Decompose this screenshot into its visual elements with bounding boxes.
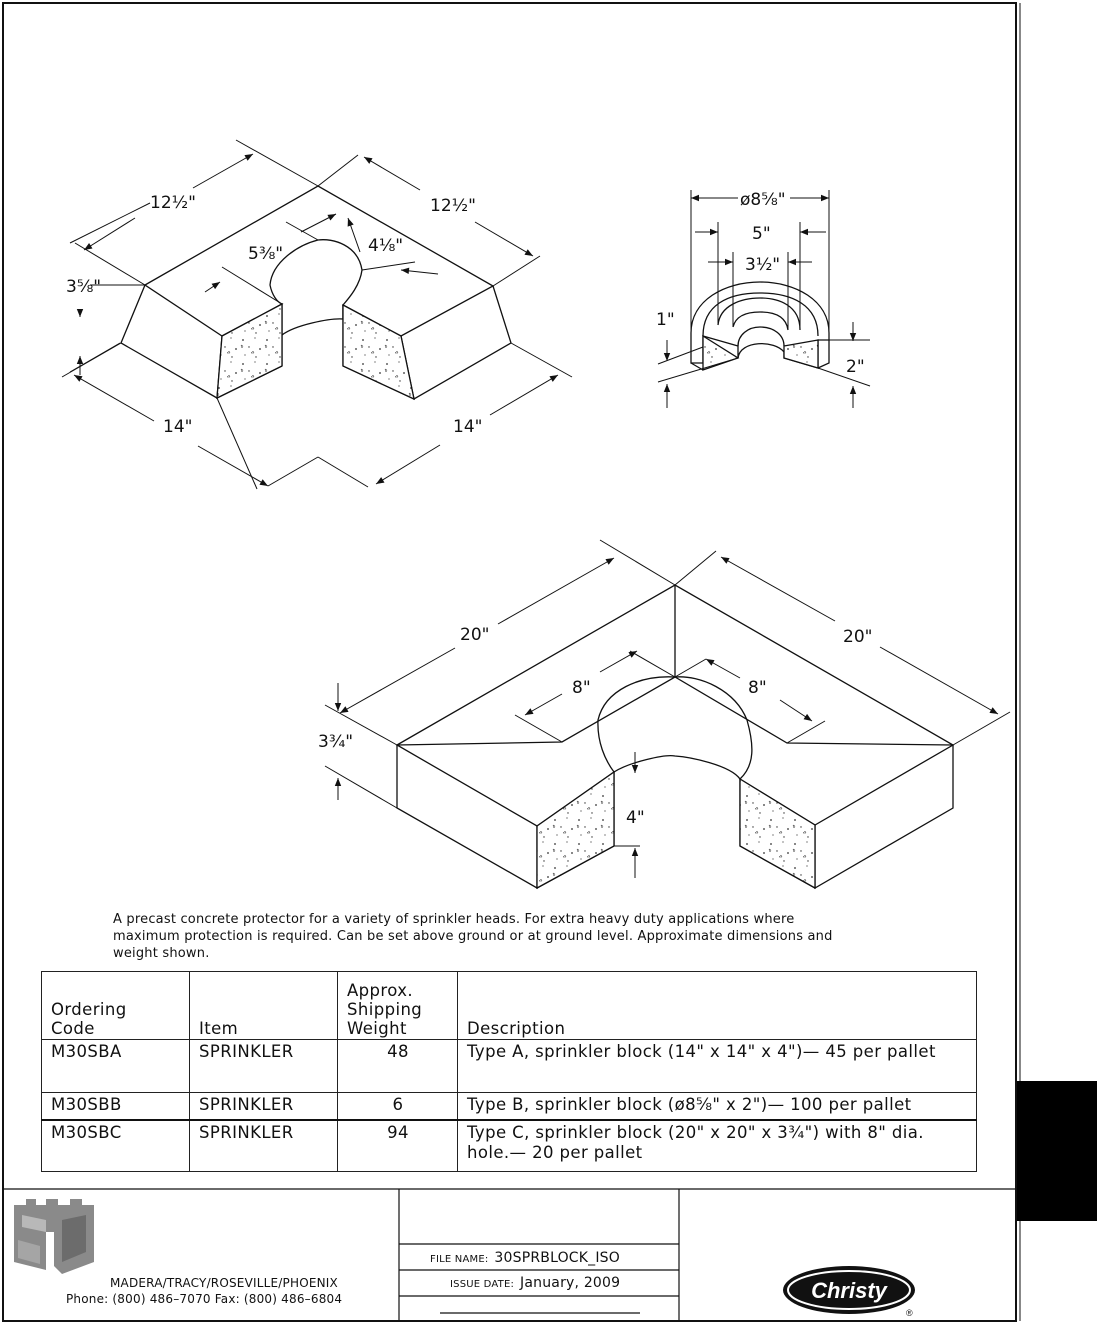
- dim-b-lip: 1": [656, 310, 675, 330]
- table-header-row: [42, 972, 977, 1040]
- block-a-drawing: [121, 186, 511, 399]
- dim-a-notch-left: 5⅜": [248, 244, 284, 264]
- block-b-labels: [656, 190, 865, 377]
- dim-c-height: 3¾": [318, 732, 354, 752]
- dim-b-mid: 5": [752, 224, 771, 244]
- header-weight-line3: Weight: [347, 1019, 407, 1038]
- header-ordering-code-line1: Ordering: [51, 1000, 127, 1019]
- block-a-dimensions: [62, 140, 572, 489]
- dim-a-width-left: 12½": [150, 193, 196, 213]
- row-code: M30SBC: [42, 1120, 190, 1172]
- issue-date-value: January, 2009: [520, 1275, 621, 1291]
- dim-a-notch-right: 4⅛": [368, 236, 404, 256]
- dim-c-hole-left: 8": [572, 678, 591, 698]
- ordering-table: [41, 971, 977, 1172]
- header-ordering-code-line2: Code: [51, 1019, 95, 1038]
- header-description: Description: [458, 972, 977, 1040]
- christy-oval-logo-icon: [783, 1266, 915, 1318]
- dim-b-inner: 3½": [745, 255, 781, 275]
- row-description: Type B, sprinkler block (ø8⅝" x 2")— 100 per pallet: [458, 1093, 977, 1121]
- file-name-field: [430, 1250, 620, 1266]
- row-item: SPRINKLER: [190, 1093, 338, 1121]
- block-b-dimensions: [658, 190, 870, 408]
- row-weight: 6: [338, 1093, 458, 1121]
- dim-b-outer-dia: ø8⅝": [740, 190, 786, 210]
- header-ordering-code: [42, 972, 190, 1040]
- description-line-2: maximum protection is required. Can be set above ground or at ground level. Approximate dimensions and: [113, 929, 833, 944]
- brand-registered: ®: [906, 1308, 913, 1318]
- row-weight: 48: [338, 1040, 458, 1093]
- row-item: SPRINKLER: [190, 1040, 338, 1093]
- dim-a-base-right: 14": [453, 417, 483, 437]
- issue-date-label: ISSUE DATE:: [450, 1279, 515, 1290]
- header-item: Item: [190, 972, 338, 1040]
- company-locations: MADERA/TRACY/ROSEVILLE/PHOENIX: [110, 1276, 338, 1290]
- description-line-3: weight shown.: [113, 946, 210, 961]
- dim-c-width-left: 20": [460, 625, 490, 645]
- dim-a-height: 3⅝": [66, 277, 102, 297]
- company-phone: Phone: (800) 486–7070 Fax: (800) 486–6804: [66, 1292, 343, 1306]
- table-row: [42, 1040, 977, 1093]
- brand-name: Christy: [811, 1278, 887, 1303]
- section-tab: [1017, 1081, 1097, 1221]
- product-description: [113, 911, 913, 962]
- header-weight-line2: Shipping: [347, 1000, 423, 1019]
- row-weight: 94: [338, 1120, 458, 1172]
- file-name-label: FILE NAME:: [430, 1254, 489, 1265]
- row-code: M30SBA: [42, 1040, 190, 1093]
- dim-c-width-right: 20": [843, 627, 873, 647]
- dim-c-depth: 4": [626, 808, 645, 828]
- dim-b-height: 2": [846, 357, 865, 377]
- row-description: Type A, sprinkler block (14" x 14" x 4")— 45 per pallet: [458, 1040, 977, 1093]
- dim-a-base-left: 14": [163, 417, 193, 437]
- file-name-value: 30SPRBLOCK_ISO: [494, 1250, 620, 1266]
- header-weight-line1: Approx.: [347, 981, 414, 1000]
- block-b-drawing: [691, 282, 829, 370]
- castle-logo-icon: [14, 1199, 94, 1274]
- row-description: Type C, sprinkler block (20" x 20" x 3¾") with 8" dia. hole.— 20 per pallet: [458, 1120, 977, 1172]
- table-row: [42, 1120, 977, 1172]
- row-code: M30SBB: [42, 1093, 190, 1121]
- row-item: SPRINKLER: [190, 1120, 338, 1172]
- table-row: [42, 1093, 977, 1121]
- block-c-dimensions: [325, 540, 1010, 878]
- dim-c-hole-right: 8": [748, 678, 767, 698]
- description-line-1: A precast concrete protector for a variety of sprinkler heads. For extra heavy duty applications where: [113, 912, 795, 927]
- dim-a-width-right: 12½": [430, 196, 476, 216]
- issue-date-field: [450, 1275, 620, 1291]
- header-weight: [338, 972, 458, 1040]
